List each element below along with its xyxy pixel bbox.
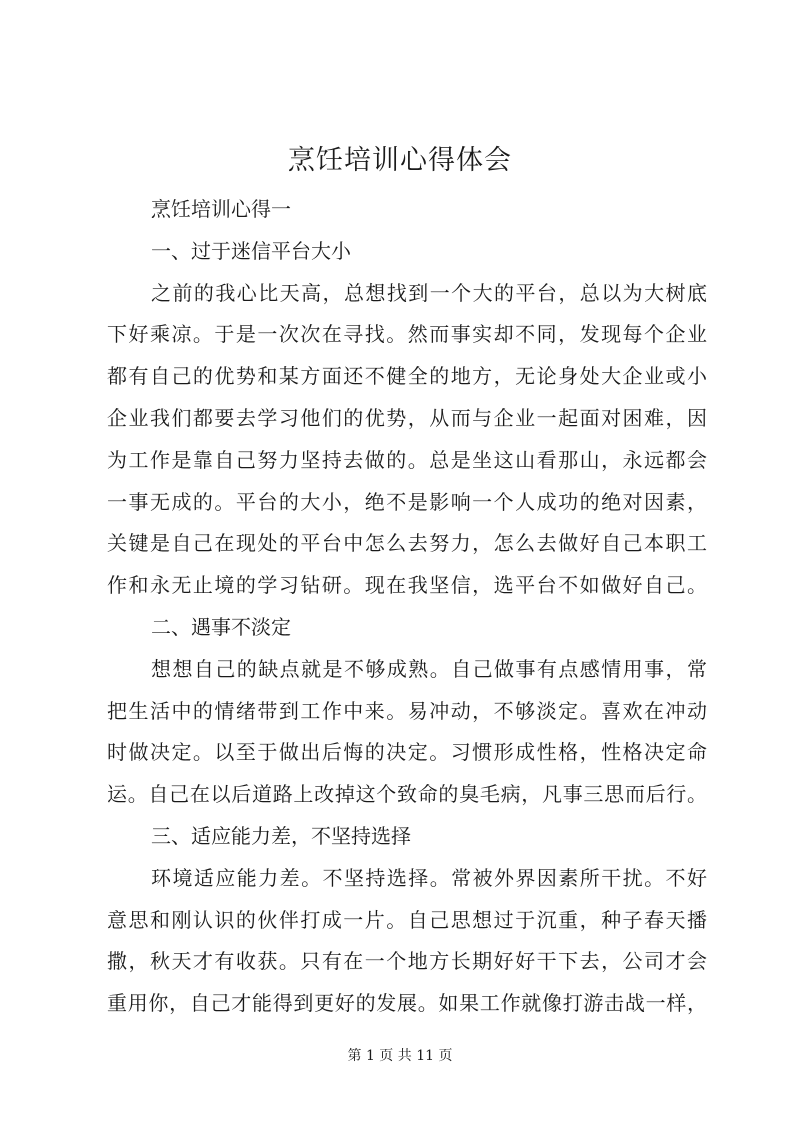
paragraph-line: 环境适应能力差。不坚持选择。常被外界因素所干扰。不好 (151, 865, 707, 890)
paragraph-line: 作和永无止境的学习钻研。现在我坚信，选平台不如做好自己。 (107, 573, 707, 598)
paragraph-line: 把生活中的情绪带到工作中来。易冲动，不够淡定。喜欢在冲动 (107, 698, 707, 723)
paragraph-line: 之前的我心比天高，总想找到一个大的平台，总以为大树底 (151, 280, 707, 305)
paragraph-line: 意思和刚认识的伙伴打成一片。自己思想过于沉重，种子春天播 (107, 907, 707, 932)
paragraph-line: 为工作是靠自己努力坚持去做的。总是坐这山看那山，永远都会 (107, 447, 707, 472)
subheading: 三、适应能力差，不坚持选择 (151, 823, 411, 848)
paragraph-line: 下好乘凉。于是一次次在寻找。然而事实却不同，发现每个企业 (107, 322, 707, 347)
page-footer: 第 1 页 共 11 页 (347, 1048, 453, 1064)
document-body (107, 189, 707, 1025)
section-heading: 烹饪培训心得一 (151, 197, 291, 221)
subheading: 二、遇事不淡定 (151, 614, 291, 639)
paragraph-line: 一事无成的。平台的大小，绝不是影响一个人成功的绝对因素， (107, 489, 707, 514)
paragraph-line: 想想自己的缺点就是不够成熟。自己做事有点感情用事，常 (151, 656, 707, 681)
paragraph-line: 时做决定。以至于做出后悔的决定。习惯形成性格，性格决定命 (107, 740, 707, 765)
paragraph-line: 都有自己的优势和某方面还不健全的地方，无论身处大企业或小 (107, 364, 707, 389)
subheading: 一、过于迷信平台大小 (151, 238, 351, 263)
paragraph-line: 关键是自己在现处的平台中怎么去努力，怎么去做好自己本职工 (107, 531, 707, 556)
paragraph-line: 重用你，自己才能得到更好的发展。如果工作就像打游击战一样， (107, 991, 707, 1016)
paragraph-line: 撒，秋天才有收获。只有在一个地方长期好好干下去，公司才会 (107, 949, 707, 974)
paragraph-line: 企业我们都要去学习他们的优势，从而与企业一起面对困难，因 (107, 405, 707, 430)
document-title: 烹饪培训心得体会 (288, 145, 512, 176)
paragraph-line: 运。自己在以后道路上改掉这个致命的臭毛病，凡事三思而后行。 (107, 782, 707, 807)
